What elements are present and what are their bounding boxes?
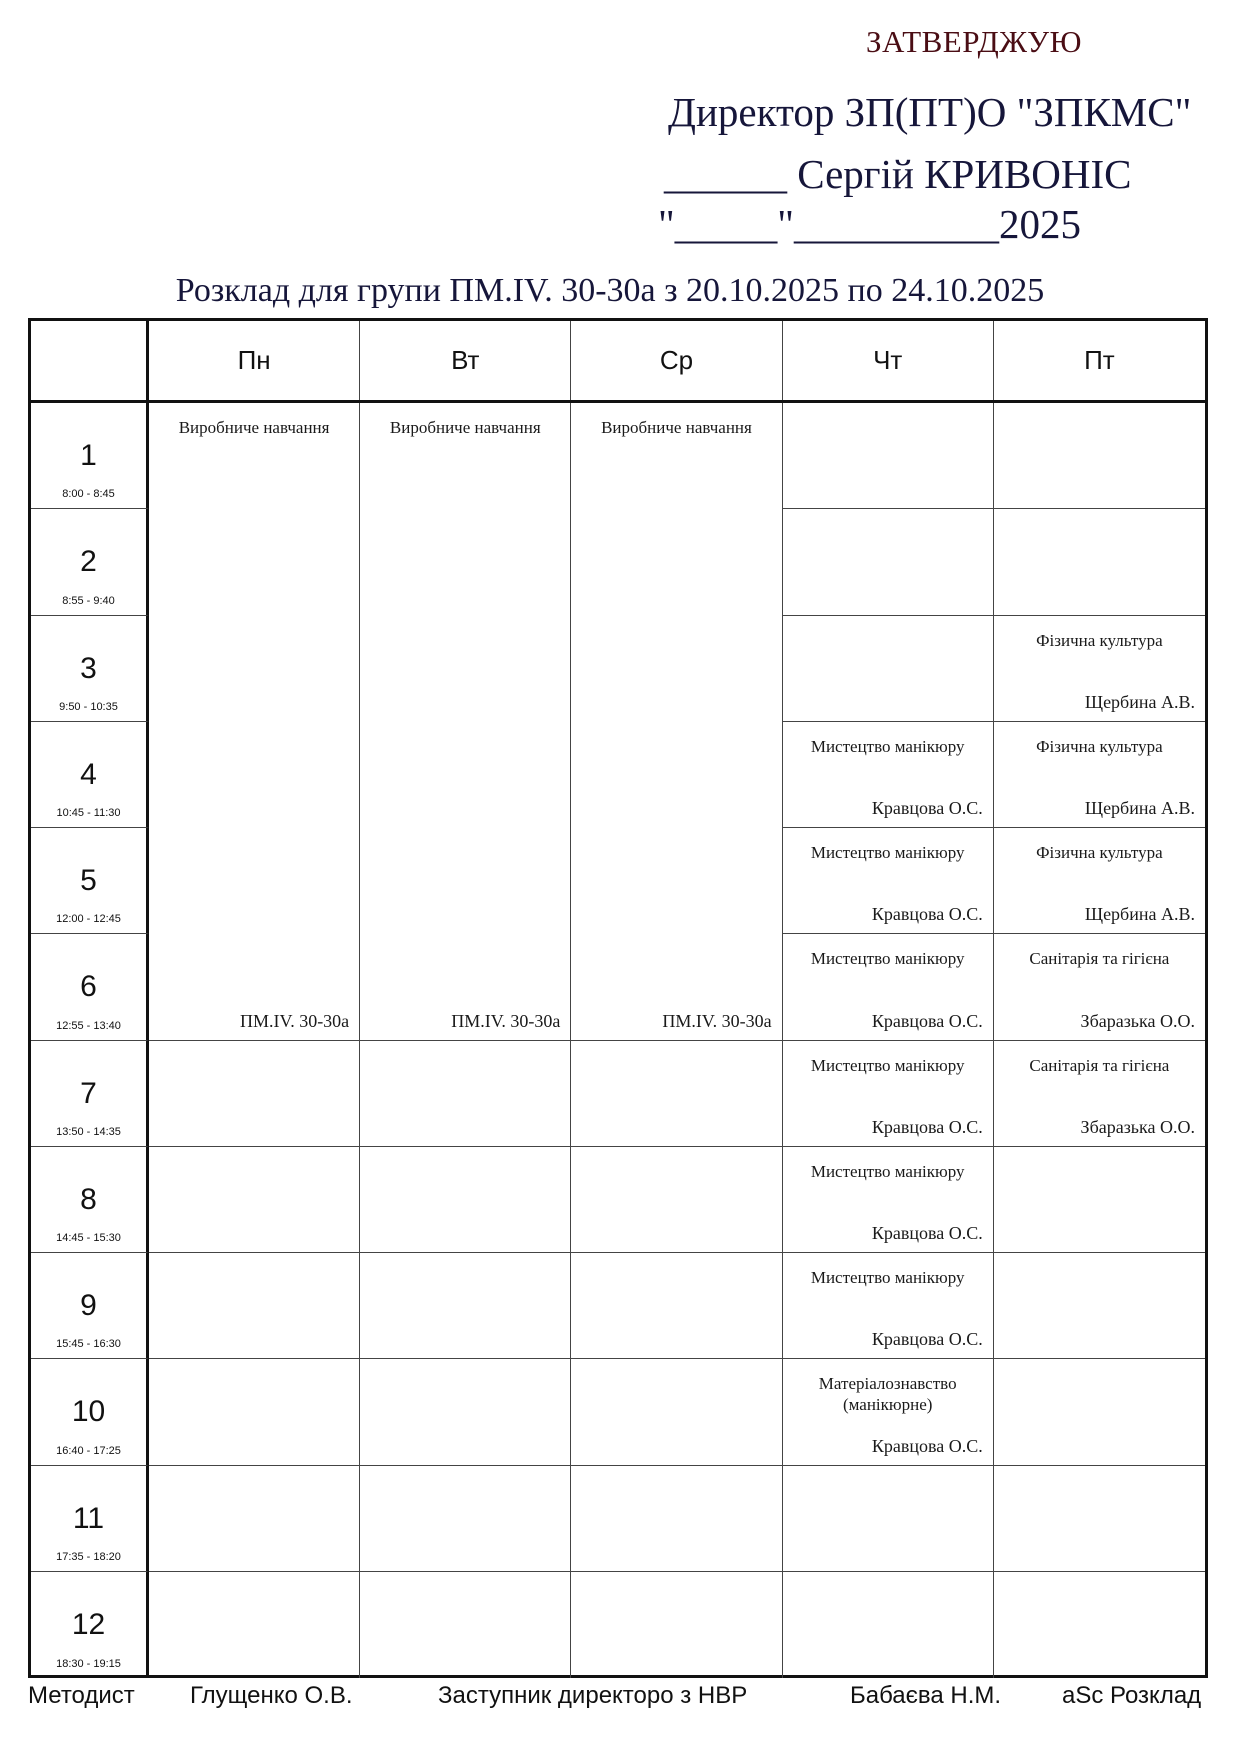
lesson-teacher: Кравцова О.С.: [871, 1010, 983, 1031]
lesson-cell: [783, 828, 994, 934]
empty-slot: [571, 1359, 782, 1465]
empty-slot: [783, 1572, 994, 1678]
approval-date-line: "_____"__________2025: [658, 201, 1081, 247]
period-time: 16:40 - 17:25: [56, 1444, 121, 1457]
period-number: 2: [80, 545, 97, 579]
lesson-teacher: Збаразька О.О.: [1080, 1116, 1195, 1137]
period-cell: [31, 1572, 149, 1678]
lesson-cell: [783, 1147, 994, 1253]
empty-slot: [994, 1466, 1205, 1572]
lesson-group: ПМ.IV. 30-30а: [451, 1010, 561, 1031]
period-cell: [31, 828, 149, 934]
deputy-name: Бабаєва Н.М.: [850, 1682, 1002, 1709]
empty-slot: [149, 1041, 360, 1147]
period-cell: [31, 1041, 149, 1147]
lesson-teacher: Збаразька О.О.: [1080, 1010, 1195, 1031]
lesson-subject: Виробниче навчання: [389, 418, 541, 437]
period-number: 1: [80, 439, 97, 472]
period-number: 12: [71, 1607, 106, 1641]
empty-slot: [783, 616, 994, 722]
empty-slot: [994, 1253, 1205, 1359]
lesson-cell: [783, 722, 994, 828]
empty-slot: [994, 1147, 1205, 1253]
lesson-teacher: Щербина А.В.: [1084, 904, 1195, 925]
period-number: 10: [71, 1395, 106, 1429]
table-header-row: [31, 321, 1205, 403]
lesson-teacher: Кравцова О.С.: [871, 904, 983, 925]
lesson-cell: [149, 403, 360, 1041]
methodist-label: Методист: [28, 1682, 135, 1709]
day-header: Ср: [571, 321, 782, 400]
empty-slot: [783, 509, 994, 615]
period-time: 10:45 - 11:30: [56, 807, 121, 819]
empty-slot: [360, 1041, 571, 1147]
period-cell: [31, 1359, 149, 1465]
period-number: 3: [80, 651, 97, 685]
empty-slot: [360, 1253, 571, 1359]
lesson-cell: [994, 828, 1205, 934]
empty-slot: [994, 1359, 1205, 1465]
period-cell: [31, 616, 149, 722]
period-number: 4: [80, 757, 97, 791]
lesson-teacher: Щербина А.В.: [1084, 691, 1195, 712]
lesson-cell: [994, 722, 1205, 828]
lesson-subject: Фізична культура: [1036, 736, 1163, 756]
lesson-subject: Матеріалознавство (манікюрне): [818, 1374, 957, 1415]
period-time: 8:00 - 8:45: [62, 488, 115, 501]
lesson-cell: [994, 1041, 1205, 1147]
day-header: Пн: [149, 321, 360, 400]
lesson-group: ПМ.IV. 30-30а: [240, 1010, 350, 1031]
lesson-subject: Фізична культура: [1036, 843, 1163, 862]
period-time: 13:50 - 14:35: [56, 1125, 121, 1138]
empty-slot: [149, 1572, 360, 1678]
empty-slot: [994, 403, 1205, 509]
lesson-subject: Мистецтво манікюру: [810, 843, 965, 862]
lesson-subject: Виробниче навчання: [178, 418, 330, 437]
period-number: 9: [80, 1289, 97, 1322]
empty-slot: [994, 509, 1205, 615]
empty-slot: [149, 1466, 360, 1572]
lesson-subject: Виробниче навчання: [601, 418, 752, 437]
lesson-teacher: Щербина А.В.: [1084, 798, 1195, 818]
lesson-cell: [994, 616, 1205, 722]
day-header: Чт: [783, 321, 994, 400]
period-number: 11: [72, 1501, 105, 1535]
empty-slot: [360, 1147, 571, 1253]
period-cell: [31, 722, 149, 828]
period-time: 17:35 - 18:20: [56, 1550, 121, 1563]
period-number: 8: [80, 1182, 97, 1216]
day-header: Вт: [360, 321, 571, 400]
lesson-teacher: Кравцова О.С.: [871, 1435, 983, 1456]
period-time: 9:50 - 10:35: [59, 700, 118, 713]
period-cell: [31, 934, 149, 1040]
period-time: 12:00 - 12:45: [56, 913, 121, 926]
lesson-subject: Фізична культура: [1036, 630, 1163, 650]
lesson-subject: Мистецтво манікюру: [810, 1055, 965, 1075]
period-cell: [31, 1147, 149, 1253]
lesson-teacher: Кравцова О.С.: [871, 1223, 983, 1243]
lesson-cell: [783, 934, 994, 1040]
period-time: 15:45 - 16:30: [56, 1338, 121, 1351]
director-signature-line: ______ Сергій КРИВОНІС: [664, 151, 1132, 197]
schedule-table: [28, 318, 1208, 1678]
period-number: 7: [80, 1076, 97, 1110]
empty-slot: [783, 1466, 994, 1572]
empty-slot: [994, 1572, 1205, 1678]
lesson-subject: Мистецтво манікюру: [810, 1268, 965, 1287]
lesson-cell: [994, 934, 1205, 1040]
lesson-teacher: Кравцова О.С.: [871, 1116, 983, 1137]
empty-slot: [571, 1572, 782, 1678]
empty-slot: [149, 1359, 360, 1465]
empty-slot: [571, 1466, 782, 1572]
period-time: 12:55 - 13:40: [56, 1019, 121, 1032]
methodist-name: Глущенко О.В.: [190, 1682, 353, 1709]
empty-slot: [149, 1253, 360, 1359]
deputy-label: Заступник директоро з НВР: [438, 1682, 748, 1709]
empty-slot: [149, 1147, 360, 1253]
period-cell: [31, 1253, 149, 1359]
software-credit: aSc Розклад: [1062, 1682, 1202, 1709]
director-title: Директор ЗП(ПТ)О "ЗПКМС": [668, 89, 1192, 135]
empty-slot: [360, 1466, 571, 1572]
lesson-subject: Мистецтво манікюру: [810, 1161, 965, 1181]
lesson-subject: Санітарія та гігієна: [1029, 949, 1170, 969]
period-number: 5: [80, 864, 97, 897]
empty-slot: [571, 1041, 782, 1147]
approve-heading: ЗАТВЕРДЖУЮ: [866, 24, 1082, 59]
day-header: Пт: [1084, 345, 1115, 375]
lesson-subject: Мистецтво манікюру: [810, 736, 965, 756]
header-corner: [31, 321, 149, 400]
empty-slot: [571, 1147, 782, 1253]
empty-slot: [571, 1253, 782, 1359]
period-number: 6: [80, 970, 97, 1004]
period-cell: [31, 403, 149, 509]
lesson-subject: Санітарія та гігієна: [1029, 1055, 1170, 1075]
lesson-cell: [360, 403, 571, 1041]
empty-slot: [783, 403, 994, 509]
lesson-teacher: Кравцова О.С.: [871, 798, 983, 818]
lesson-cell: [783, 1041, 994, 1147]
period-time: 8:55 - 9:40: [62, 594, 115, 607]
schedule-title: Розклад для групи ПМ.IV. 30-30а з 20.10.2025 по 24.10.2025: [175, 272, 1045, 309]
lesson-group: ПМ.IV. 30-30а: [662, 1010, 772, 1031]
lesson-cell: [783, 1253, 994, 1359]
lesson-subject: Мистецтво манікюру: [810, 949, 965, 969]
empty-slot: [360, 1572, 571, 1678]
period-time: 18:30 - 19:15: [56, 1658, 121, 1670]
lesson-cell: [783, 1359, 994, 1465]
period-cell: [31, 509, 149, 615]
period-cell: [31, 1466, 149, 1572]
period-time: 14:45 - 15:30: [56, 1232, 121, 1244]
lesson-cell: [571, 403, 782, 1041]
lesson-teacher: Кравцова О.С.: [871, 1329, 983, 1350]
empty-slot: [360, 1359, 571, 1465]
